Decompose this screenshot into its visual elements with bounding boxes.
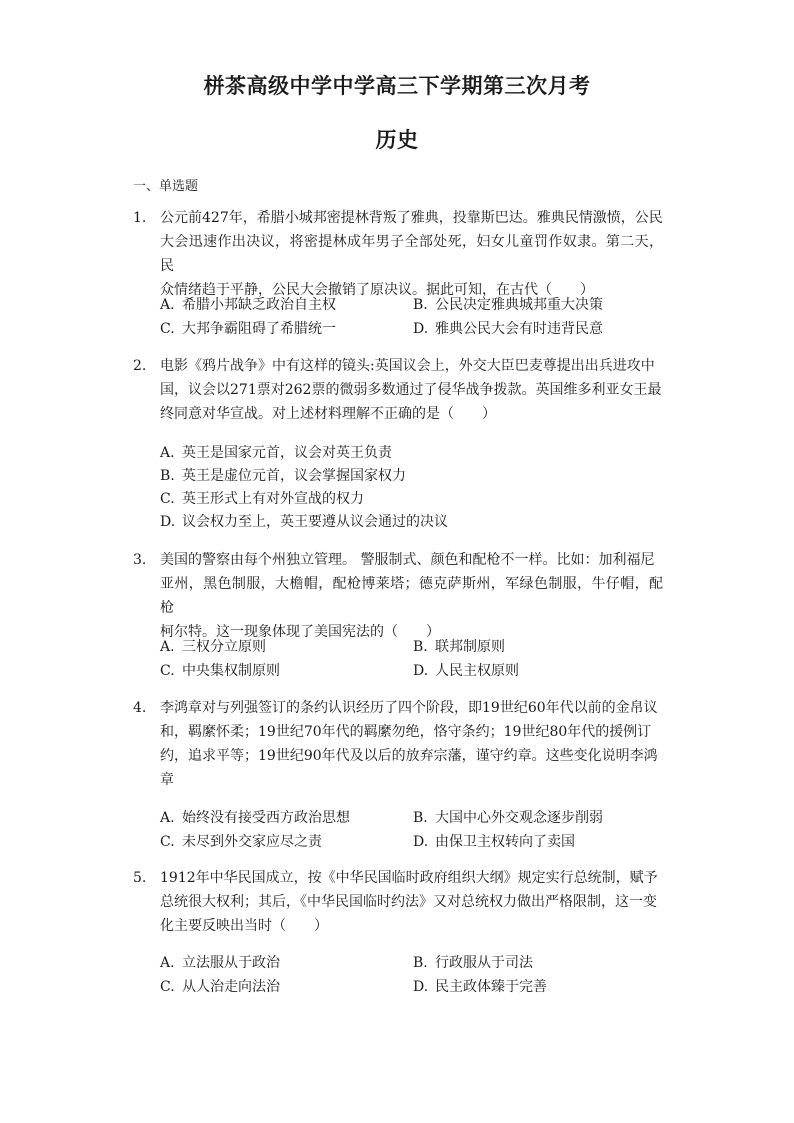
option-label: A. — [160, 297, 175, 313]
option-label: B. — [413, 297, 428, 313]
option-label: C. — [160, 491, 175, 507]
option-b[interactable] — [413, 952, 533, 972]
option-label: D. — [413, 663, 429, 679]
option-label: D. — [413, 979, 429, 995]
question-number: 2. — [133, 358, 147, 374]
option-text: 大国中心外交观念逐步削弱 — [435, 810, 603, 826]
option-label: C. — [160, 321, 175, 337]
option-label: D. — [413, 321, 429, 337]
stem-line: 众情绪趋于平静，公民大会撤销了原决议。据此可知，在古代（ ） — [160, 282, 594, 298]
option-label: B. — [413, 810, 428, 826]
question-number: 5. — [133, 870, 147, 886]
option-text: 议会权力至上，英王要遵从议会通过的决议 — [182, 514, 448, 530]
stem-line: 美国的警察由每个州独立管理。 警服制式、颜色和配枪不一样。比如：加利福尼 — [160, 552, 655, 568]
option-b[interactable] — [413, 294, 603, 314]
option-d[interactable] — [413, 831, 575, 851]
option-text: 民主政体臻于完善 — [435, 979, 547, 995]
stem-line: 国，议会以271票对262票的微弱多数通过了侵华战争拨款。英国维多利亚女王最 — [160, 382, 662, 398]
option-text: 未尽到外交家应尽之责 — [182, 834, 322, 850]
option-text: 公民决定雅典城邦重大决策 — [435, 297, 603, 313]
option-c[interactable] — [160, 831, 322, 851]
option-c[interactable] — [160, 660, 280, 680]
option-label: A. — [160, 955, 175, 971]
option-text: 希腊小邦缺乏政治自主权 — [182, 297, 336, 313]
subject-title: 历史 — [375, 127, 419, 152]
option-d[interactable] — [413, 318, 603, 338]
option-d[interactable] — [413, 660, 519, 680]
option-label: A. — [160, 810, 175, 826]
option-label: C. — [160, 834, 175, 850]
question-stem — [160, 866, 663, 938]
option-label: B. — [413, 955, 428, 971]
question-stem — [160, 548, 663, 644]
option-a[interactable] — [160, 636, 266, 656]
stem-line: 总统很大权利；其后，《中华民国临时约法》又对总统权力做出严格限制，这一变 — [160, 894, 657, 910]
option-text: 由保卫主权转向了卖国 — [435, 834, 575, 850]
stem-line: 大会迅速作出决议，将密提林成年男子全部处死，妇女儿童罚作奴隶。第二天，民 — [160, 234, 663, 274]
option-c[interactable] — [160, 488, 364, 508]
option-text: 英王是国家元首，议会对英王负责 — [182, 445, 392, 461]
option-label: C. — [160, 979, 175, 995]
option-a[interactable] — [160, 294, 336, 314]
option-text: 中央集权制原则 — [182, 663, 280, 679]
option-label: A. — [160, 639, 175, 655]
stem-line: 亚州，黑色制服，大檐帽，配枪博莱塔；德克萨斯州，军绿色制服，牛仔帽，配枪 — [160, 576, 663, 616]
question-number: 3. — [133, 552, 147, 568]
option-b[interactable] — [160, 465, 406, 485]
option-d[interactable] — [160, 511, 448, 531]
stem-line: 约，追求平等；19世纪90年代及以后的放弃宗藩，谨守约章。这些变化说明李鸿 — [160, 748, 658, 764]
option-a[interactable] — [160, 807, 350, 827]
option-text: 立法服从于政治 — [182, 955, 280, 971]
option-b[interactable] — [413, 636, 505, 656]
option-label: D. — [413, 834, 429, 850]
question-number: 1. — [133, 210, 147, 226]
stem-line: 化主要反映出当时（ ） — [160, 918, 328, 934]
option-a[interactable] — [160, 442, 392, 462]
question-stem — [160, 696, 663, 792]
option-text: 三权分立原则 — [182, 639, 266, 655]
stem-line: 电影《鸦片战争》中有这样的镜头:英国议会上，外交大臣巴麦尊提出出兵进攻中 — [160, 358, 655, 374]
stem-line: 公元前427年，希腊小城邦密提林背叛了雅典，投靠斯巴达。雅典民情激愤，公民 — [160, 210, 663, 226]
option-text: 行政服从于司法 — [435, 955, 533, 971]
option-c[interactable] — [160, 976, 280, 996]
option-text: 英王是虚位元首，议会掌握国家权力 — [182, 468, 406, 484]
option-text: 英王形式上有对外宣战的权力 — [182, 491, 364, 507]
option-label: A. — [160, 445, 175, 461]
option-text: 雅典公民大会有时违背民意 — [435, 321, 603, 337]
option-d[interactable] — [413, 976, 547, 996]
option-label: B. — [160, 468, 175, 484]
option-label: D. — [160, 514, 176, 530]
option-label: B. — [413, 639, 428, 655]
question-number: 4. — [133, 700, 147, 716]
option-text: 从人治走向法治 — [182, 979, 280, 995]
option-c[interactable] — [160, 318, 336, 338]
option-text: 联邦制原则 — [435, 639, 505, 655]
stem-line: 李鸿章对与列强签订的条约认识经历了四个阶段，即19世纪60年代以前的金帛议 — [160, 700, 658, 716]
stem-line: 柯尔特。这一现象体现了美国宪法的（ ） — [160, 624, 440, 640]
document-title: 栟茶高级中学中学高三下学期第三次月考 — [203, 73, 591, 98]
option-text: 人民主权原则 — [435, 663, 519, 679]
question-stem — [160, 206, 663, 302]
option-b[interactable] — [413, 807, 603, 827]
stem-line: 终同意对华宣战。对上述材料理解不正确的是（ ） — [160, 406, 496, 422]
section-heading: 一、单选题 — [133, 179, 199, 194]
option-text: 大邦争霸阻碍了希腊统一 — [182, 321, 336, 337]
option-label: C. — [160, 663, 175, 679]
question-stem — [160, 354, 663, 426]
stem-line: 章 — [160, 772, 174, 788]
option-text: 始终没有接受西方政治思想 — [182, 810, 350, 826]
stem-line: 1912年中华民国成立，按《中华民国临时政府组织大纲》规定实行总统制，赋予 — [160, 870, 658, 886]
option-a[interactable] — [160, 952, 280, 972]
stem-line: 和，羁縻怀柔；19世纪70年代的羁縻勿绝，恪守条约；19世纪80年代的援例订 — [160, 724, 652, 740]
